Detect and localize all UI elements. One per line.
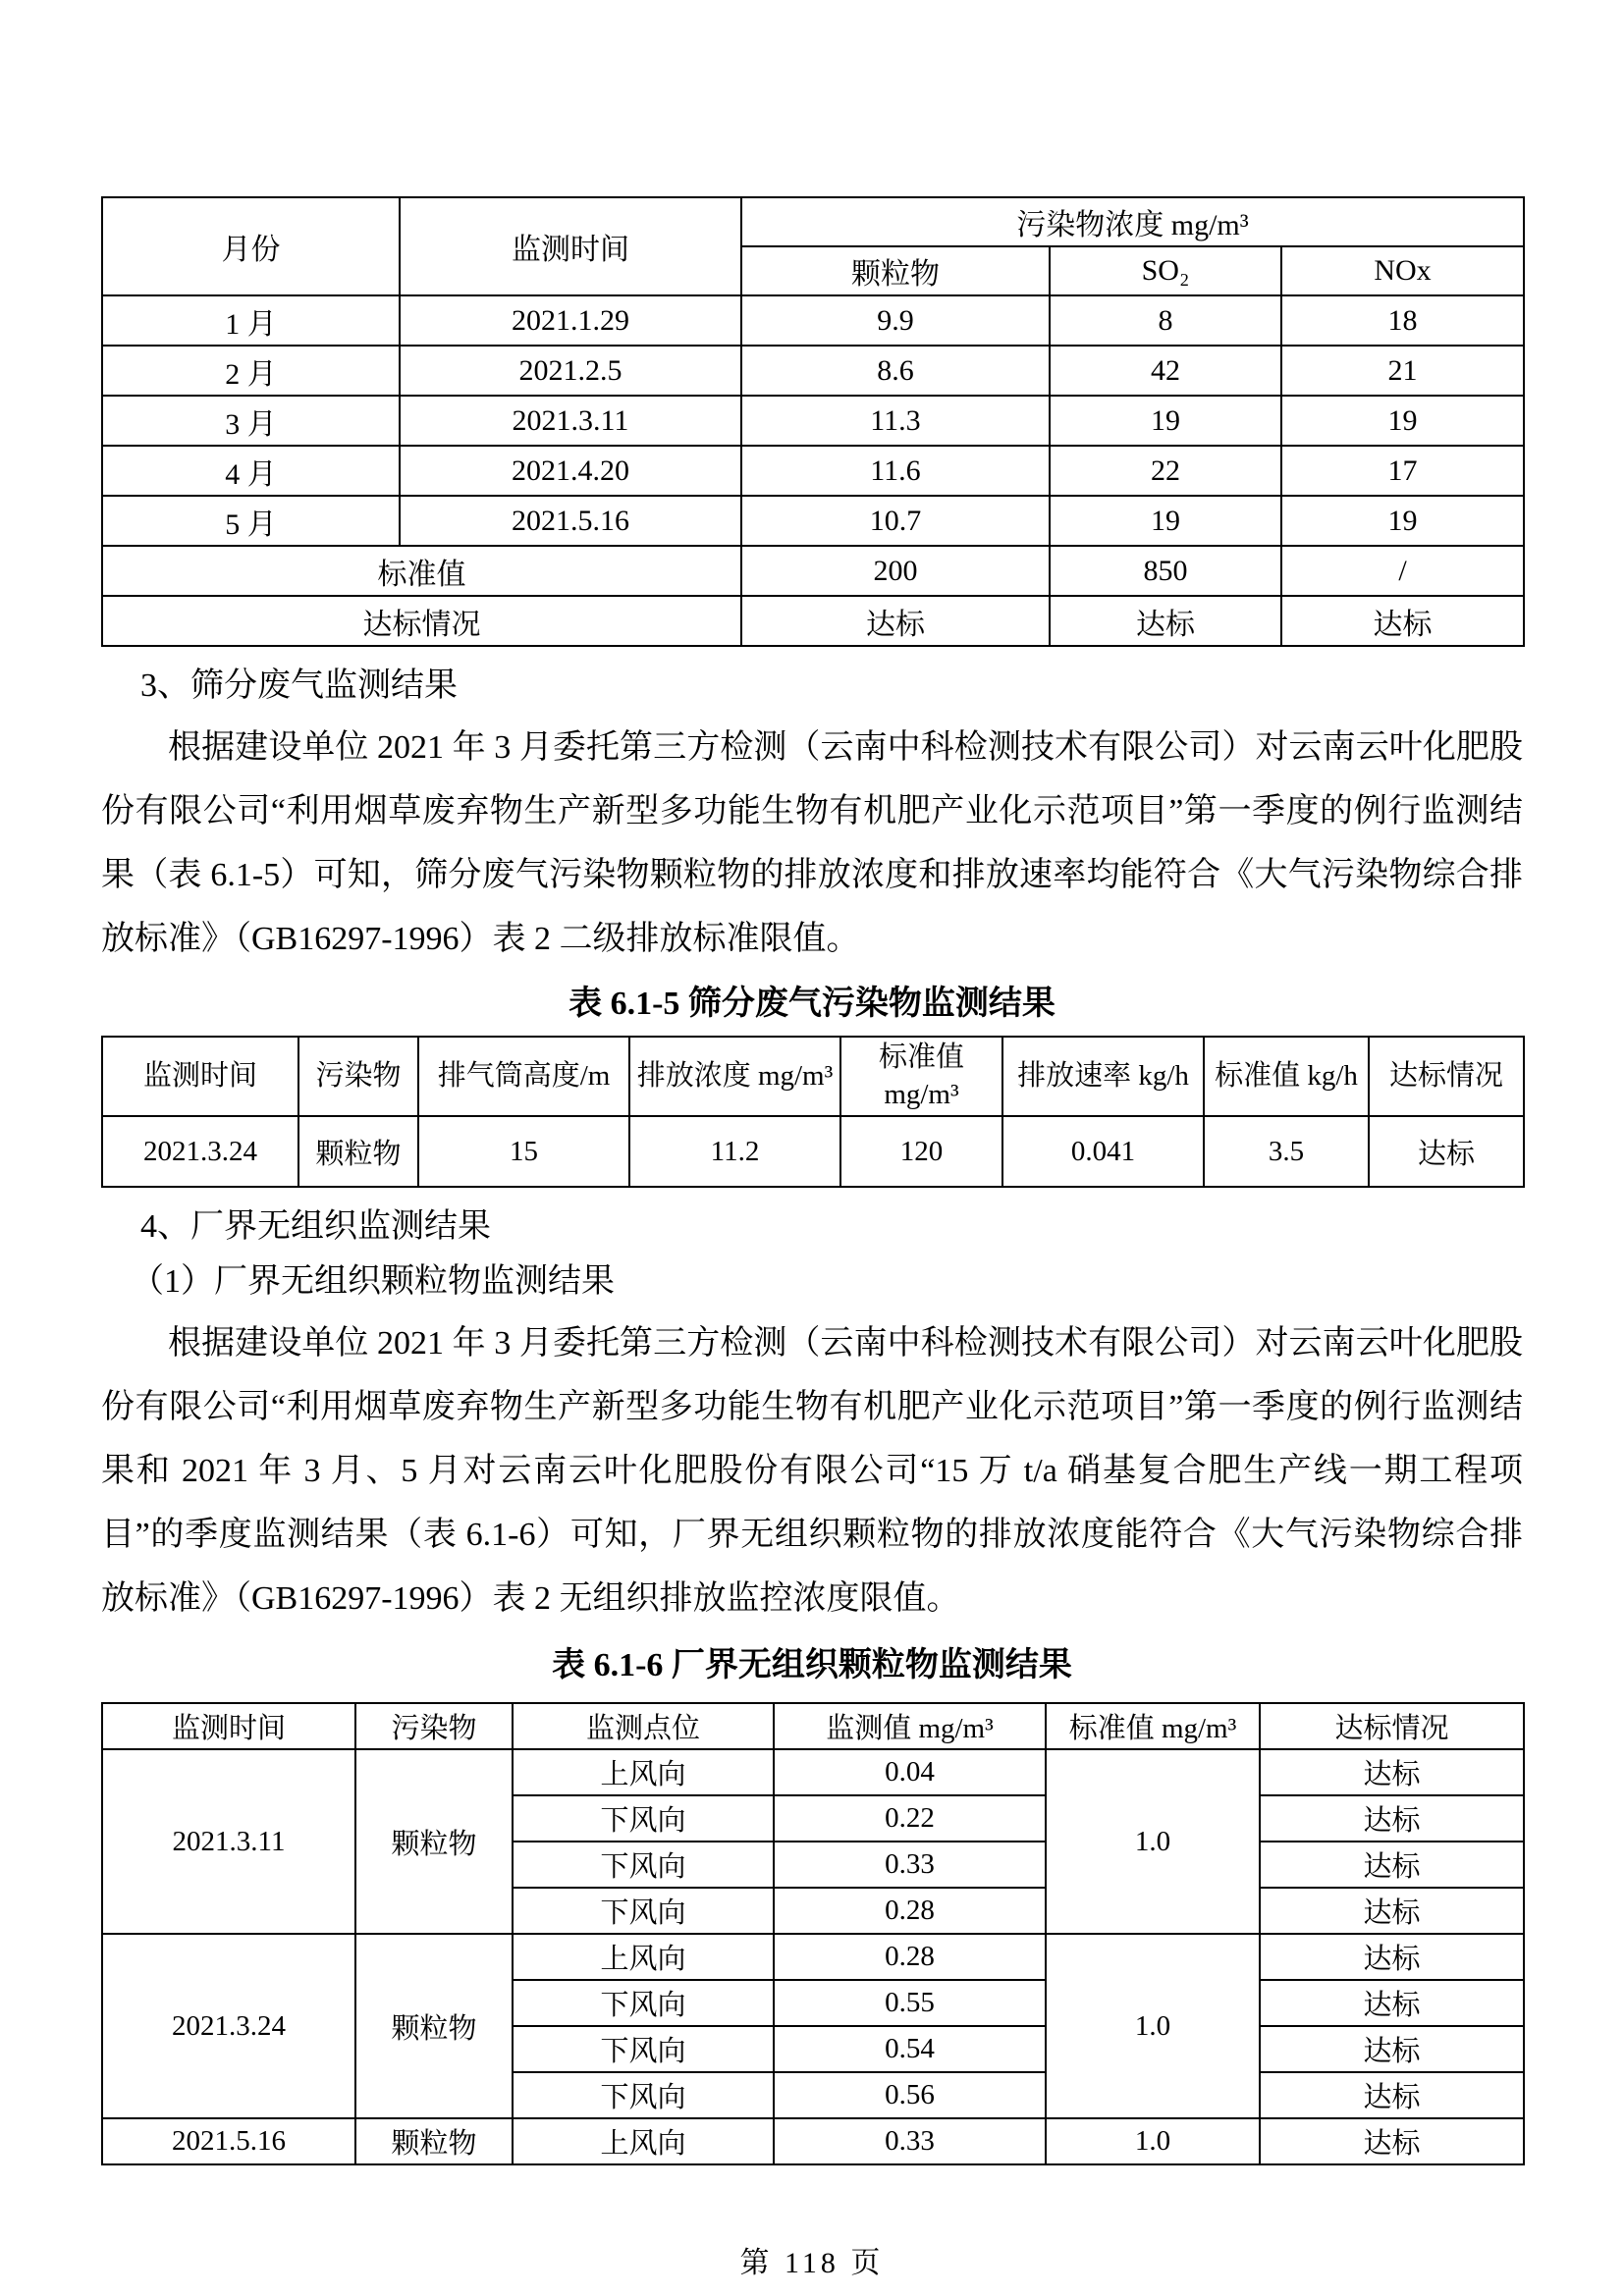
col-header-status: 达标情况 <box>1260 1703 1524 1749</box>
col-header-standard-conc: 标准值 mg/m³ <box>840 1037 1002 1116</box>
col-header-month: 月份 <box>102 197 400 295</box>
point-cell: 下风向 <box>513 1795 774 1842</box>
standard-cell: 1.0 <box>1046 1749 1260 1934</box>
month-cell: 5 月 <box>102 496 400 546</box>
so2-value-cell: 19 <box>1050 396 1281 446</box>
table-row <box>102 2118 1524 2164</box>
status-cell: 达标 <box>1260 2118 1524 2164</box>
time-cell: 2021.3.24 <box>102 1934 355 2118</box>
standard-cell: 1.0 <box>1046 2118 1260 2164</box>
time-cell: 2021.5.16 <box>400 496 741 546</box>
col-header-pollutant: 污染物 <box>355 1703 513 1749</box>
compliance-row <box>102 596 1524 646</box>
col-header-pollutant: 污染物 <box>298 1037 418 1116</box>
point-cell: 下风向 <box>513 2026 774 2072</box>
section-heading-4: 4、厂界无组织监测结果 <box>140 1208 491 1246</box>
point-cell: 下风向 <box>513 1980 774 2026</box>
document-content <box>101 196 1523 2281</box>
value-cell: 0.33 <box>774 2118 1046 2164</box>
section-4-paragraph: 根据建设单位 2021 年 3 月委托第三方检测（云南中科检测技术有限公司）对云南云叶化肥股份有限公司“利用烟草废弃物生产新型多功能生物有机肥产业化示范项目”第一季度的例行监测结果和 2021 年 3 月、5 月对云南云叶化肥股份有限公司“15 万 t/a 硝基复合肥生产线一期工程项目”的季度监测结果（表 6.1-6）可知，厂界无组织颗粒物的排放浓度能符合《大气污染物综合排放标准》（GB16297-1996）表 2 无组织排放监控浓度限值。 <box>101 1325 1523 1618</box>
table-row <box>102 496 1524 546</box>
col-header-so2: SO₂ <box>1050 246 1281 295</box>
time-cell: 2021.3.11 <box>400 396 741 446</box>
pm-standard-cell: 200 <box>741 546 1050 596</box>
time-cell: 2021.2.5 <box>400 346 741 396</box>
section-3-paragraph: 根据建设单位 2021 年 3 月委托第三方检测（云南中科检测技术有限公司）对云南云叶化肥股份有限公司“利用烟草废弃物生产新型多功能生物有机肥产业化示范项目”第一季度的例行监测结果（表 6.1-5）可知，筛分废气污染物颗粒物的排放浓度和排放速率均能符合《大气污染物综合排放标准》（GB16297-1996）表 2 二级排放标准限值。 <box>101 729 1523 957</box>
pm-value-cell: 8.6 <box>741 346 1050 396</box>
value-cell: 0.28 <box>774 1934 1046 1980</box>
table-header-row <box>102 1037 1524 1116</box>
point-cell: 下风向 <box>513 1842 774 1888</box>
col-header-standard: 标准值 mg/m³ <box>1046 1703 1260 1749</box>
status-cell: 达标 <box>1260 1934 1524 1980</box>
status-cell: 达标 <box>1260 1888 1524 1934</box>
table-row <box>102 346 1524 396</box>
emission-conc-cell: 11.2 <box>629 1116 840 1187</box>
col-header-particulate: 颗粒物 <box>741 246 1050 295</box>
month-cell: 2 月 <box>102 346 400 396</box>
col-header-value: 监测值 mg/m³ <box>774 1703 1046 1749</box>
fugitive-particulate-table <box>101 1702 1525 2165</box>
value-cell: 0.54 <box>774 2026 1046 2072</box>
time-cell: 2021.3.24 <box>102 1116 298 1187</box>
time-cell: 2021.5.16 <box>102 2118 355 2164</box>
table-616-title: 表 6.1-6 厂界无组织颗粒物监测结果 <box>552 1647 1072 1684</box>
section-subheading-4-1: （1）厂界无组织颗粒物监测结果 <box>131 1263 615 1301</box>
standard-value-row <box>102 546 1524 596</box>
nox-compliance-cell: 达标 <box>1281 596 1524 646</box>
nox-value-cell: 19 <box>1281 496 1524 546</box>
col-header-nox: NOx <box>1281 246 1524 295</box>
value-cell: 0.22 <box>774 1795 1046 1842</box>
col-header-monitor-time: 监测时间 <box>400 197 741 295</box>
page-number: 第 118 页 <box>739 2247 885 2280</box>
pm-compliance-cell: 达标 <box>741 596 1050 646</box>
month-cell: 1 月 <box>102 295 400 346</box>
value-cell: 0.55 <box>774 1980 1046 2026</box>
pollutant-cell: 颗粒物 <box>355 1749 513 1934</box>
emission-rate-cell: 0.041 <box>1002 1116 1204 1187</box>
col-header-emission-rate: 排放速率 kg/h <box>1002 1037 1204 1116</box>
nox-value-cell: 17 <box>1281 446 1524 496</box>
col-header-status: 达标情况 <box>1369 1037 1524 1116</box>
value-cell: 0.33 <box>774 1842 1046 1888</box>
month-cell: 3 月 <box>102 396 400 446</box>
point-cell: 下风向 <box>513 2072 774 2118</box>
pollutant-cell: 颗粒物 <box>355 1934 513 2118</box>
nox-standard-cell: / <box>1281 546 1524 596</box>
status-cell: 达标 <box>1260 1980 1524 2026</box>
nox-value-cell: 19 <box>1281 396 1524 446</box>
value-cell: 0.28 <box>774 1888 1046 1934</box>
pm-value-cell: 11.3 <box>741 396 1050 446</box>
table-row <box>102 1116 1524 1187</box>
table-615-title: 表 6.1-5 筛分废气污染物监测结果 <box>568 986 1056 1022</box>
pm-value-cell: 11.6 <box>741 446 1050 496</box>
standard-cell: 1.0 <box>1046 1934 1260 2118</box>
point-cell: 上风向 <box>513 1934 774 1980</box>
time-cell: 2021.3.11 <box>102 1749 355 1934</box>
stack-height-cell: 15 <box>418 1116 629 1187</box>
col-header-emission-conc: 排放浓度 mg/m³ <box>629 1037 840 1116</box>
table-row <box>102 1934 1524 1980</box>
month-cell: 4 月 <box>102 446 400 496</box>
screening-exhaust-table <box>101 1036 1525 1188</box>
so2-standard-cell: 850 <box>1050 546 1281 596</box>
so2-compliance-cell: 达标 <box>1050 596 1281 646</box>
so2-value-cell: 19 <box>1050 496 1281 546</box>
table-row <box>102 1749 1524 1795</box>
col-header-stack-height: 排气筒高度/m <box>418 1037 629 1116</box>
col-header-monitor-time: 监测时间 <box>102 1703 355 1749</box>
point-cell: 上风向 <box>513 1749 774 1795</box>
col-header-point: 监测点位 <box>513 1703 774 1749</box>
standard-rate-cell: 3.5 <box>1204 1116 1369 1187</box>
pollutant-cell: 颗粒物 <box>298 1116 418 1187</box>
value-cell: 0.04 <box>774 1749 1046 1795</box>
compliance-label-cell: 达标情况 <box>102 596 741 646</box>
status-cell: 达标 <box>1369 1116 1524 1187</box>
point-cell: 上风向 <box>513 2118 774 2164</box>
monthly-results-table <box>101 196 1525 647</box>
standard-conc-cell: 120 <box>840 1116 1002 1187</box>
col-header-monitor-time: 监测时间 <box>102 1037 298 1116</box>
status-cell: 达标 <box>1260 2026 1524 2072</box>
value-cell: 0.56 <box>774 2072 1046 2118</box>
pm-value-cell: 10.7 <box>741 496 1050 546</box>
section-heading-3: 3、筛分废气监测结果 <box>140 667 458 704</box>
table-row <box>102 446 1524 496</box>
status-cell: 达标 <box>1260 1795 1524 1842</box>
so2-value-cell: 22 <box>1050 446 1281 496</box>
table-row <box>102 295 1524 346</box>
status-cell: 达标 <box>1260 2072 1524 2118</box>
col-header-pollutant-conc-group: 污染物浓度 mg/m³ <box>741 197 1524 246</box>
pm-value-cell: 9.9 <box>741 295 1050 346</box>
status-cell: 达标 <box>1260 1842 1524 1888</box>
table-header-row <box>102 197 1524 246</box>
so2-value-cell: 8 <box>1050 295 1281 346</box>
time-cell: 2021.4.20 <box>400 446 741 496</box>
table-row <box>102 396 1524 446</box>
time-cell: 2021.1.29 <box>400 295 741 346</box>
so2-value-cell: 42 <box>1050 346 1281 396</box>
col-header-standard-rate: 标准值 kg/h <box>1204 1037 1369 1116</box>
nox-value-cell: 18 <box>1281 295 1524 346</box>
point-cell: 下风向 <box>513 1888 774 1934</box>
standard-label-cell: 标准值 <box>102 546 741 596</box>
table-header-row <box>102 1703 1524 1749</box>
pollutant-cell: 颗粒物 <box>355 2118 513 2164</box>
status-cell: 达标 <box>1260 1749 1524 1795</box>
nox-value-cell: 21 <box>1281 346 1524 396</box>
